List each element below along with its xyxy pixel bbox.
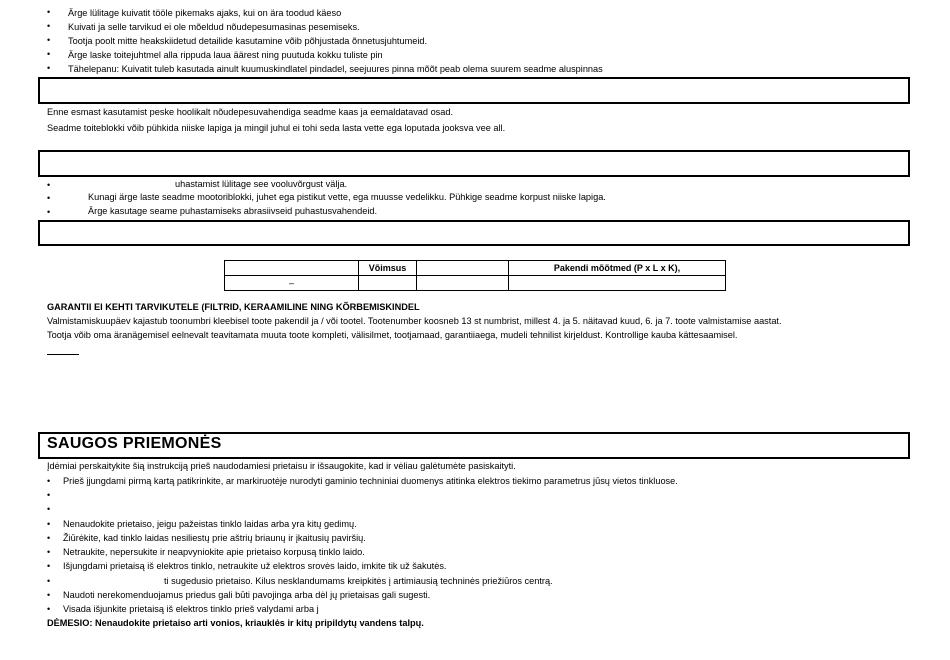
- table-cell: [417, 261, 509, 276]
- heading-box-empty: [38, 220, 910, 246]
- table-cell: [509, 276, 726, 291]
- list-item: Išjungdami prietaisą iš elektros tinklo, netraukite už elektros srovės laido, imkite tik už šakutės.: [63, 561, 447, 571]
- table-cell: [417, 276, 509, 291]
- intro-paragraph: Įdėmiai perskaitykite šią instrukciją prieš naudodamiesi prietaisu ir išsaugokite, kad ir vėliau galėtumėte pasiskaityti.: [47, 461, 516, 471]
- list-item: Ärge kasutage seame puhastamiseks abrasiivseid puhastusvahendeid.: [88, 206, 378, 216]
- list-item: Nenaudokite prietaiso, jeigu pažeistas tinklo laidas arba yra kitų gedimų.: [63, 519, 357, 529]
- bullet-marker: •: [47, 590, 51, 600]
- list-item: Kuivati ja selle tarvikud ei ole mõeldud nõudepesumasinas pesemiseks.: [68, 22, 360, 32]
- bullet-marker: •: [47, 180, 51, 190]
- warranty-heading: GARANTII EI KEHTI TARVIKUTELE (FILTRID, KERAAMILINE NING KÕRBEMISKINDEL: [47, 302, 420, 312]
- table-header-power: Võimsus: [359, 261, 417, 276]
- warning-text: DĖMESIO: Nenaudokite prietaiso arti vonios, kriauklės ir kitų pripildytų vandens talpų.: [47, 618, 424, 628]
- bullet-marker: •: [47, 504, 51, 514]
- divider: [47, 354, 79, 355]
- bullet-marker: •: [47, 519, 51, 529]
- paragraph-line: Seadme toiteblokki võib pühkida niiske lapiga ja mingil juhul ei tohi seda lasta vette ega loputada jooksva vee all.: [47, 123, 506, 133]
- list-item: Ärge lülitage kuivatit tööle pikemaks ajaks, kui on ära toodud käeso: [68, 8, 342, 18]
- warranty-line: Valmistamiskuupäev kajastub toonumbri kleebisel toote pakendil ja / või tootel. Tootenumber koosneb 13 st numbrist, millest 4. ja 5. näitavad kuud, 6. ja 7. toote valmistamise aastat.: [47, 316, 782, 326]
- bullet-marker: •: [47, 576, 51, 586]
- bullet-marker: •: [47, 207, 51, 217]
- bullet-marker: •: [47, 49, 51, 59]
- list-item: ti sugedusio prietaiso. Kilus nesklandumams kreipkitės į artimiausią techninės priežiūros centrą.: [164, 576, 553, 586]
- list-item: Prieš įjungdami pirmą kartą patikrinkite, ar markiruotėje nurodyti gaminio techniniai duomenys atitinka elektros tiekimo parametrus jūsų vietos tinkluose.: [63, 476, 678, 486]
- bullet-marker: •: [47, 476, 51, 486]
- list-item: Tähelepanu: Kuivatit tuleb kasutada ainult kuumuskindlatel pindadel, seejuures pinna mõõt peab olema suurem seadme aluspinnas: [68, 64, 603, 74]
- bullet-marker: •: [47, 7, 51, 17]
- table-row: [225, 261, 726, 276]
- list-item: Naudoti nerekomenduojamus priedus gali būti pavojinga arba dėl jų prietaisas gali sugesti.: [63, 590, 431, 600]
- bullet-marker: •: [47, 547, 51, 557]
- bullet-marker: •: [47, 490, 51, 500]
- heading-box-empty: [38, 77, 910, 104]
- warranty-line: Tootja võib oma äranägemisel eelnevalt teavitamata muuta toote kompleti, välisilmet, tootjamaad, garantiiaega, mudeli tehnilist kirjeldust. Kontrollige kauba kättesaamisel.: [47, 330, 738, 340]
- bullet-marker: •: [47, 561, 51, 571]
- bullet-marker: •: [47, 604, 51, 614]
- list-item: Žiūrėkite, kad tinklo laidas nesiliestų prie aštrių briaunų ir įkaitusių paviršių.: [63, 533, 366, 543]
- section-title: SAUGOS PRIEMONĖS: [47, 435, 222, 452]
- list-item: Ärge laske toitejuhtmel alla rippuda laua äärest ning puutuda kokku tuliste pin: [68, 50, 383, 60]
- list-item: uhastamist lülitage see vooluvõrgust välja.: [175, 179, 348, 189]
- list-item: Visada išjunkite prietaisą iš elektros tinklo prieš valydami arba j: [63, 604, 319, 614]
- bullet-marker: •: [47, 193, 51, 203]
- bullet-marker: •: [47, 533, 51, 543]
- bullet-marker: •: [47, 21, 51, 31]
- heading-box-empty: [38, 150, 910, 177]
- table-header-dimensions: Pakendi mõõtmed (P x L x K),: [509, 261, 726, 276]
- list-item: Kunagi ärge laste seadme mootoriblokki, juhet ega pistikut vette, ega muusse vedelikku. Pühkige seadme korpust niiske lapiga.: [88, 192, 606, 202]
- table-cell: [225, 261, 359, 276]
- bullet-marker: •: [47, 35, 51, 45]
- list-item: Tootja poolt mitte heakskiidetud detailide kasutamine võib põhjustada õnnetusjuhtumeid.: [68, 36, 428, 46]
- table-row: [225, 276, 726, 291]
- table-cell: –: [225, 276, 359, 291]
- table-cell: [359, 276, 417, 291]
- spec-table: [224, 260, 726, 291]
- paragraph-line: Enne esmast kasutamist peske hoolikalt nõudepesuvahendiga seadme kaas ja eemaldatavad osad.: [47, 107, 454, 117]
- list-item: Netraukite, nepersukite ir neapvyniokite apie prietaiso korpusą tinklo laido.: [63, 547, 365, 557]
- bullet-marker: •: [47, 63, 51, 73]
